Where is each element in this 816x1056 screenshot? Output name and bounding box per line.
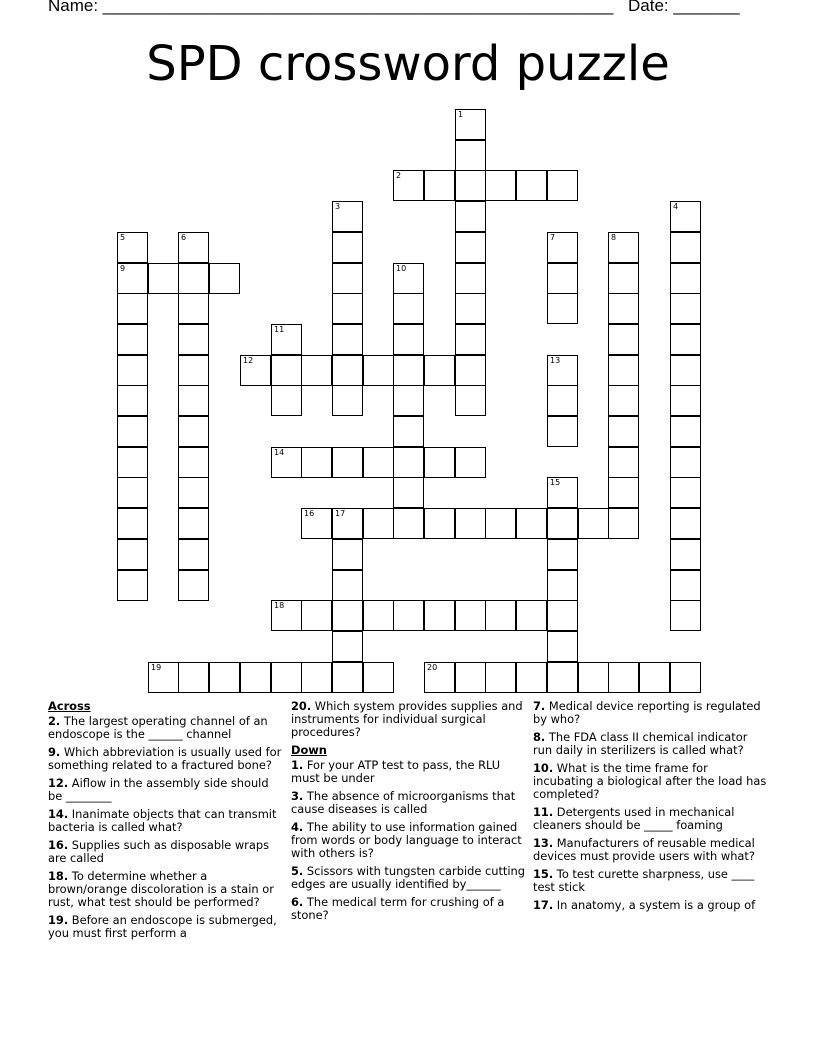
clue-number: 12 [243, 356, 254, 365]
grid-cell[interactable] [670, 232, 701, 263]
grid-cell[interactable] [455, 201, 486, 232]
grid-cell[interactable] [608, 355, 639, 386]
grid-cell[interactable] [547, 570, 578, 601]
clue-down-4: 4. The ability to use information gained from words or body language to interact with others is? [291, 820, 522, 860]
clue-down-17: 17. In anatomy, a system is a group of [533, 898, 756, 912]
clue-number: 15 [550, 478, 561, 487]
clue-number: 7 [550, 233, 556, 242]
page-title: SPD crossword puzzle [146, 36, 670, 92]
grid-cell[interactable] [455, 293, 486, 324]
grid-cell[interactable] [178, 539, 209, 570]
grid-cell[interactable] [639, 662, 670, 693]
grid-cell[interactable] [271, 600, 302, 631]
clue-number: 16 [304, 509, 315, 518]
grid-cell[interactable] [608, 293, 639, 324]
grid-cell[interactable] [393, 293, 424, 324]
grid-cell[interactable] [178, 570, 209, 601]
header [48, 0, 768, 20]
grid-cell[interactable] [332, 263, 363, 294]
grid-cell[interactable] [178, 355, 209, 386]
grid-cell[interactable] [271, 324, 302, 355]
grid-cell[interactable] [670, 263, 701, 294]
grid-cell[interactable] [393, 324, 424, 355]
grid-cell[interactable] [178, 662, 209, 693]
grid-cell[interactable] [332, 570, 363, 601]
clue-down-15: 15. To test curette sharpness, use ____ test stick [533, 867, 755, 894]
grid-cell[interactable] [608, 447, 639, 478]
grid-cell[interactable] [455, 140, 486, 171]
grid-cell[interactable] [455, 447, 486, 478]
clue-across-2: 2. The largest operating channel of an endoscope is the ______ channel [48, 714, 268, 741]
grid-cell[interactable] [393, 477, 424, 508]
clue-number: 9 [120, 264, 126, 273]
grid-cell[interactable] [670, 477, 701, 508]
grid-cell[interactable] [117, 570, 148, 601]
grid-cell[interactable] [424, 508, 455, 539]
clue-number: 17 [335, 509, 346, 518]
grid-cell[interactable] [424, 170, 455, 201]
grid-cell[interactable] [178, 232, 209, 263]
grid-cell[interactable] [547, 600, 578, 631]
grid-cell[interactable] [363, 355, 394, 386]
grid-cell[interactable] [424, 662, 455, 693]
grid-cell[interactable] [670, 324, 701, 355]
grid-cell[interactable] [455, 662, 486, 693]
clue-down-10: 10. What is the time frame for incubating a biological after the load has completed? [533, 761, 767, 801]
grid-cell[interactable] [178, 385, 209, 416]
grid-cell[interactable] [455, 170, 486, 201]
grid-cell[interactable] [332, 324, 363, 355]
grid-cell[interactable] [547, 170, 578, 201]
grid-cell[interactable] [178, 477, 209, 508]
clue-down-7: 7. Medical device reporting is regulated by who? [533, 699, 761, 726]
grid-cell[interactable] [424, 355, 455, 386]
grid-cell[interactable] [332, 508, 363, 539]
grid-cell[interactable] [117, 416, 148, 447]
grid-cell[interactable] [178, 508, 209, 539]
grid-cell[interactable] [363, 447, 394, 478]
grid-cell[interactable] [301, 662, 332, 693]
clue-number: 6 [181, 233, 187, 242]
grid-cell[interactable] [393, 447, 424, 478]
grid-cell[interactable] [117, 232, 148, 263]
grid-cell[interactable] [393, 263, 424, 294]
grid-cell[interactable] [547, 232, 578, 263]
grid-cell[interactable] [608, 324, 639, 355]
grid-cell[interactable] [455, 355, 486, 386]
grid-cell[interactable] [424, 447, 455, 478]
grid-cell[interactable] [271, 385, 302, 416]
grid-cell[interactable] [363, 508, 394, 539]
grid-cell[interactable] [178, 416, 209, 447]
grid-cell[interactable] [393, 355, 424, 386]
grid-cell[interactable] [332, 600, 363, 631]
grid-cell[interactable] [117, 263, 148, 294]
grid-cell[interactable] [117, 385, 148, 416]
clue-down-11: 11. Detergents used in mechanical cleaners should be _____ foaming [533, 805, 735, 832]
grid-cell[interactable] [332, 385, 363, 416]
grid-cell[interactable] [424, 600, 455, 631]
date-field[interactable]: Date: _______ [628, 0, 740, 15]
grid-cell[interactable] [393, 508, 424, 539]
clue-number: 4 [673, 202, 679, 211]
grid-cell[interactable] [670, 416, 701, 447]
grid-cell[interactable] [271, 355, 302, 386]
grid-cell[interactable] [455, 508, 486, 539]
grid-cell[interactable] [240, 662, 271, 693]
grid-cell[interactable] [516, 508, 547, 539]
grid-cell[interactable] [301, 508, 332, 539]
grid-cell[interactable] [332, 631, 363, 662]
grid-cell[interactable] [547, 539, 578, 570]
clue-number: 19 [151, 663, 162, 672]
grid-cell[interactable] [608, 662, 639, 693]
across-heading: Across [48, 699, 91, 713]
grid-cell[interactable] [670, 201, 701, 232]
grid-cell[interactable] [209, 662, 240, 693]
grid-cell[interactable] [670, 600, 701, 631]
clues-column-3 [533, 700, 769, 917]
grid-cell[interactable] [547, 293, 578, 324]
grid-cell[interactable] [178, 447, 209, 478]
grid-cell[interactable] [393, 600, 424, 631]
clue-across-18: 18. To determine whether a brown/orange discoloration is a stain or rust, what test should be performed? [48, 869, 274, 909]
clue-down-13: 13. Manufacturers of reusable medical devices must provide users with what? [533, 836, 755, 863]
grid-cell[interactable] [301, 355, 332, 386]
clue-across-12: 12. Aiflow in the assembly side should be ________ [48, 776, 269, 803]
grid-cell[interactable] [547, 662, 578, 693]
grid-cell[interactable] [670, 355, 701, 386]
grid-cell[interactable] [332, 355, 363, 386]
clue-number: 5 [120, 233, 126, 242]
clue-across-20: 20. Which system provides supplies and instruments for individual surgical procedures? [291, 699, 523, 739]
grid-cell[interactable] [547, 631, 578, 662]
grid-cell[interactable] [608, 416, 639, 447]
clue-across-9: 9. Which abbreviation is usually used for something related to a fractured bone? [48, 745, 282, 772]
grid-cell[interactable] [485, 662, 516, 693]
grid-cell[interactable] [670, 293, 701, 324]
clue-down-5: 5. Scissors with tungsten carbide cutting edges are usually identified by______ [291, 864, 525, 891]
grid-cell[interactable] [485, 600, 516, 631]
grid-cell[interactable] [455, 232, 486, 263]
grid-cell[interactable] [670, 662, 701, 693]
clue-across-14: 14. Inanimate objects that can transmit bacteria is called what? [48, 807, 277, 834]
grid-cell[interactable] [301, 447, 332, 478]
grid-cell[interactable] [670, 539, 701, 570]
clue-number: 3 [335, 202, 341, 211]
grid-cell[interactable] [363, 662, 394, 693]
grid-cell[interactable] [209, 263, 240, 294]
grid-cell[interactable] [608, 232, 639, 263]
grid-cell[interactable] [393, 170, 424, 201]
name-field[interactable]: Name: ______________________________________________________ [48, 0, 614, 15]
grid-cell[interactable] [117, 477, 148, 508]
grid-cell[interactable] [148, 263, 179, 294]
clue-across-16: 16. Supplies such as disposable wraps are called [48, 838, 270, 865]
grid-cell[interactable] [117, 355, 148, 386]
grid-cell[interactable] [117, 293, 148, 324]
grid-cell[interactable] [178, 263, 209, 294]
clue-down-8: 8. The FDA class II chemical indicator run daily in sterilizers is called what? [533, 730, 748, 757]
grid-cell[interactable] [670, 508, 701, 539]
grid-cell[interactable] [547, 477, 578, 508]
grid-cell[interactable] [670, 385, 701, 416]
grid-cell[interactable] [332, 539, 363, 570]
grid-cell[interactable] [670, 447, 701, 478]
grid-cell[interactable] [485, 508, 516, 539]
grid-cell[interactable] [608, 477, 639, 508]
grid-cell[interactable] [516, 170, 547, 201]
grid-cell[interactable] [363, 600, 394, 631]
grid-cell[interactable] [117, 508, 148, 539]
grid-cell[interactable] [178, 293, 209, 324]
clue-number: 13 [550, 356, 561, 365]
grid-cell[interactable] [455, 324, 486, 355]
grid-cell[interactable] [608, 385, 639, 416]
grid-cell[interactable] [117, 324, 148, 355]
grid-cell[interactable] [393, 385, 424, 416]
grid-cell[interactable] [485, 170, 516, 201]
grid-cell[interactable] [332, 293, 363, 324]
grid-cell[interactable] [455, 109, 486, 140]
grid-cell[interactable] [547, 263, 578, 294]
grid-cell[interactable] [271, 447, 302, 478]
clue-down-3: 3. The absence of microorganisms that cause diseases is called [291, 789, 516, 816]
grid-cell[interactable] [516, 662, 547, 693]
clue-number: 8 [611, 233, 617, 242]
clue-number: 1 [458, 110, 464, 119]
grid-cell[interactable] [455, 600, 486, 631]
clue-number: 11 [274, 325, 285, 334]
grid-cell[interactable] [332, 662, 363, 693]
grid-cell[interactable] [670, 570, 701, 601]
grid-cell[interactable] [578, 662, 609, 693]
grid-cell[interactable] [608, 508, 639, 539]
grid-cell[interactable] [301, 600, 332, 631]
down-heading: Down [291, 743, 327, 757]
grid-cell[interactable] [178, 324, 209, 355]
grid-cell[interactable] [547, 416, 578, 447]
clue-number: 10 [396, 264, 407, 273]
grid-cell[interactable] [547, 508, 578, 539]
grid-cell[interactable] [117, 539, 148, 570]
grid-cell[interactable] [608, 263, 639, 294]
grid-cell[interactable] [578, 508, 609, 539]
grid-cell[interactable] [393, 416, 424, 447]
clue-across-19: 19. Before an endoscope is submerged, you must first perform a [48, 913, 277, 940]
clue-number: 2 [396, 171, 402, 180]
clue-down-6: 6. The medical term for crushing of a stone? [291, 895, 505, 922]
grid-cell[interactable] [455, 263, 486, 294]
clue-number: 18 [274, 601, 285, 610]
clue-down-1: 1. For your ATP test to pass, the RLU must be under [291, 758, 501, 785]
grid-cell[interactable] [117, 447, 148, 478]
clue-number: 14 [274, 448, 285, 457]
grid-cell[interactable] [455, 385, 486, 416]
clues-column-2 [291, 700, 527, 927]
grid-cell[interactable] [332, 447, 363, 478]
grid-cell[interactable] [332, 201, 363, 232]
grid-cell[interactable] [547, 385, 578, 416]
clues-column-1 [48, 700, 284, 945]
grid-cell[interactable] [332, 232, 363, 263]
grid-cell[interactable] [547, 355, 578, 386]
clue-number: 20 [427, 663, 438, 672]
grid-cell[interactable] [240, 355, 271, 386]
grid-cell[interactable] [148, 662, 179, 693]
grid-cell[interactable] [516, 600, 547, 631]
grid-cell[interactable] [271, 662, 302, 693]
